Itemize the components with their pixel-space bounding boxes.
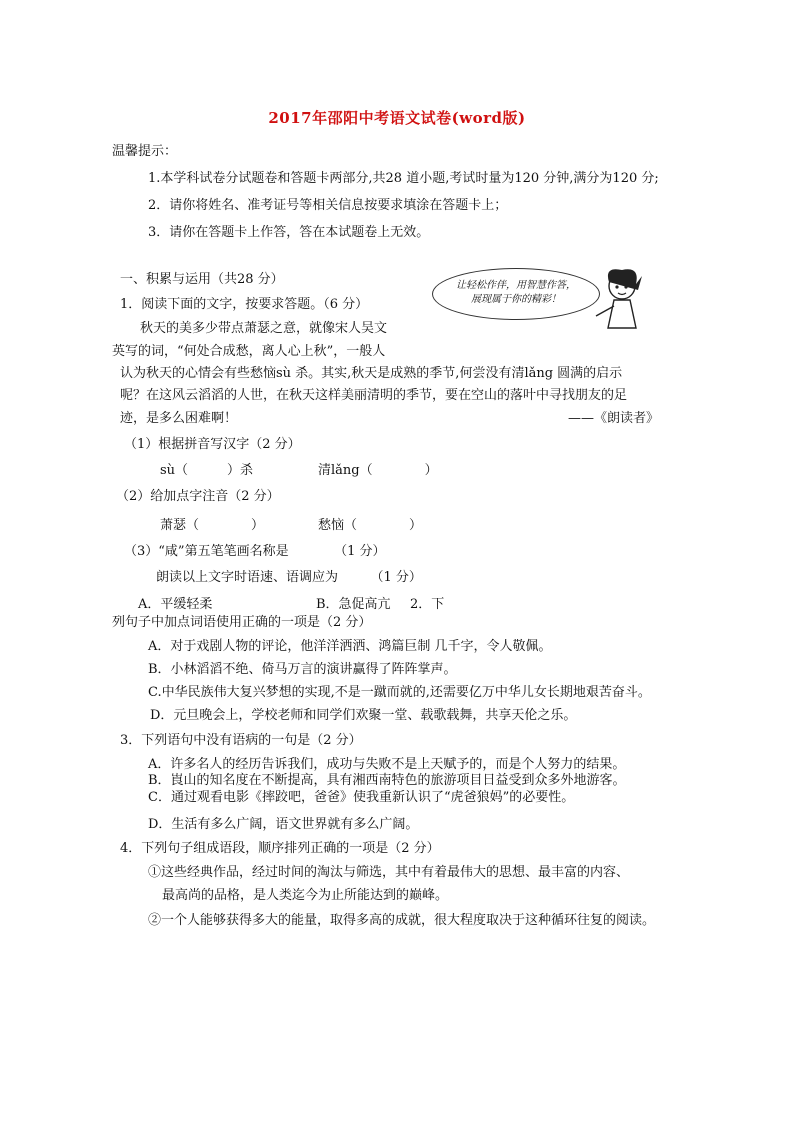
q1-passage-line-4: 呢？在这风云滔滔的人世，在秋天这样美丽清明的季节，要在空山的落叶中寻找朋友的足	[120, 388, 628, 403]
q1-passage-line-3: 认为秋天的心情会有些愁恼sù 杀。其实,秋天是成熟的季节,何尝没有清lǎng 圆满的启示	[120, 366, 623, 381]
notice-item-3: 3．请你在答题卡上作答，答在本试题卷上无效。	[148, 225, 430, 240]
q1-sub1-a: sù（ ）杀	[160, 463, 254, 478]
q1-sub2-a: 萧瑟（ ）	[160, 518, 265, 533]
notice-heading: 温馨提示：	[112, 144, 178, 159]
q1-source: ——《朗读者》	[568, 411, 660, 426]
q4-line-1: ①这些经典作品，经过时间的淘汰与筛选，其中有着最伟大的思想、最丰富的内容、	[148, 865, 630, 880]
q1-sub1: （1）根据拼音写汉字（2 分）	[124, 437, 301, 452]
q1-option-b: B．急促高亢	[316, 597, 391, 612]
q2-option-d: D．元旦晚会上，学校老师和同学们欢聚一堂、载歌载舞，共享天伦之乐。	[150, 708, 577, 723]
q1-passage-line-5: 迹，是多么困难啊！	[120, 411, 238, 426]
section-heading: 一、积累与运用（共28 分）	[120, 272, 284, 287]
q1-passage-line-2: 英写的词，“何处合成愁，离人心上秋”，一般人	[112, 344, 386, 359]
q1-passage-line-1: 秋天的美多少带点萧瑟之意，就像宋人吴文	[140, 321, 388, 336]
q4-stem: 4．下列句子组成语段，顺序排列正确的一项是（2 分）	[120, 841, 440, 856]
q3-option-c: C．通过观看电影《摔跤吧，爸爸》使我重新认识了“虎爸狼妈”的必要性。	[148, 790, 575, 805]
notice-item-1: 1.本学科试卷分试题卷和答题卡两部分,共28 道小题,考试时量为120 分钟,满分为120 分;	[148, 171, 659, 186]
q2-option-a: A．对于戏剧人物的评论，他洋洋洒洒、鸿篇巨制 几千字，令人敬佩。	[148, 639, 552, 654]
q2-stem: 列句子中加点词语使用正确的一项是（2 分）	[112, 615, 372, 630]
q3-option-a: A．许多名人的经历告诉我们，成功与失败不是上天赋予的，而是个人努力的结果。	[148, 757, 626, 772]
q2-option-b: B．小林滔滔不绝、倚马万言的演讲赢得了阵阵掌声。	[148, 662, 457, 677]
notice-item-2: 2．请你将姓名、准考证号等相关信息按要求填涂在答题卡上；	[148, 198, 508, 213]
q3-option-d: D．生活有多么广阔，语文世界就有多么广阔。	[148, 817, 419, 832]
q1-stem: 1．阅读下面的文字，按要求答题。（6 分）	[120, 297, 369, 312]
q1-sub2: （2）给加点字注音（2 分）	[116, 489, 280, 504]
speech-bubble	[432, 268, 600, 320]
q2-option-c: C.中华民族伟大复兴梦想的实现,不是一蹴而就的,还需要亿万中华儿女长期地艰苦奋斗。	[148, 685, 651, 700]
q4-line-3: ②一个人能够获得多大的能量，取得多高的成就，很大程度取决于这种循环往复的阅读。	[148, 913, 656, 928]
page-title: 2017年邵阳中考语文试卷(word版)	[268, 109, 526, 127]
q1-option-a: A．平缓轻柔	[138, 597, 213, 612]
q1-sub1-b: 清lǎng（ ）	[318, 463, 438, 478]
q1-sub4: 朗读以上文字时语速、语调应为 （1 分）	[156, 570, 422, 585]
q4-line-2: 最高尚的品格，是人类迄今为止所能达到的巅峰。	[162, 888, 449, 903]
q1-sub2-b: 愁恼（ ）	[318, 518, 423, 533]
q3-stem: 3．下列语句中没有语病的一句是（2 分）	[120, 733, 362, 748]
q3-option-b: B．崀山的知名度在不断提高，具有湘西南特色的旅游项目日益受到众多外地游客。	[148, 773, 626, 788]
q2-number: 2．下	[410, 597, 445, 612]
bubble-line-2: 展现属于你的精彩！	[471, 294, 561, 305]
girl-cartoon-icon	[590, 262, 650, 342]
bubble-line-1: 让轻松作伴，用智慧作答，	[456, 280, 576, 291]
q1-sub3: （3）“咸”第五笔笔画名称是 （1 分）	[124, 544, 386, 559]
